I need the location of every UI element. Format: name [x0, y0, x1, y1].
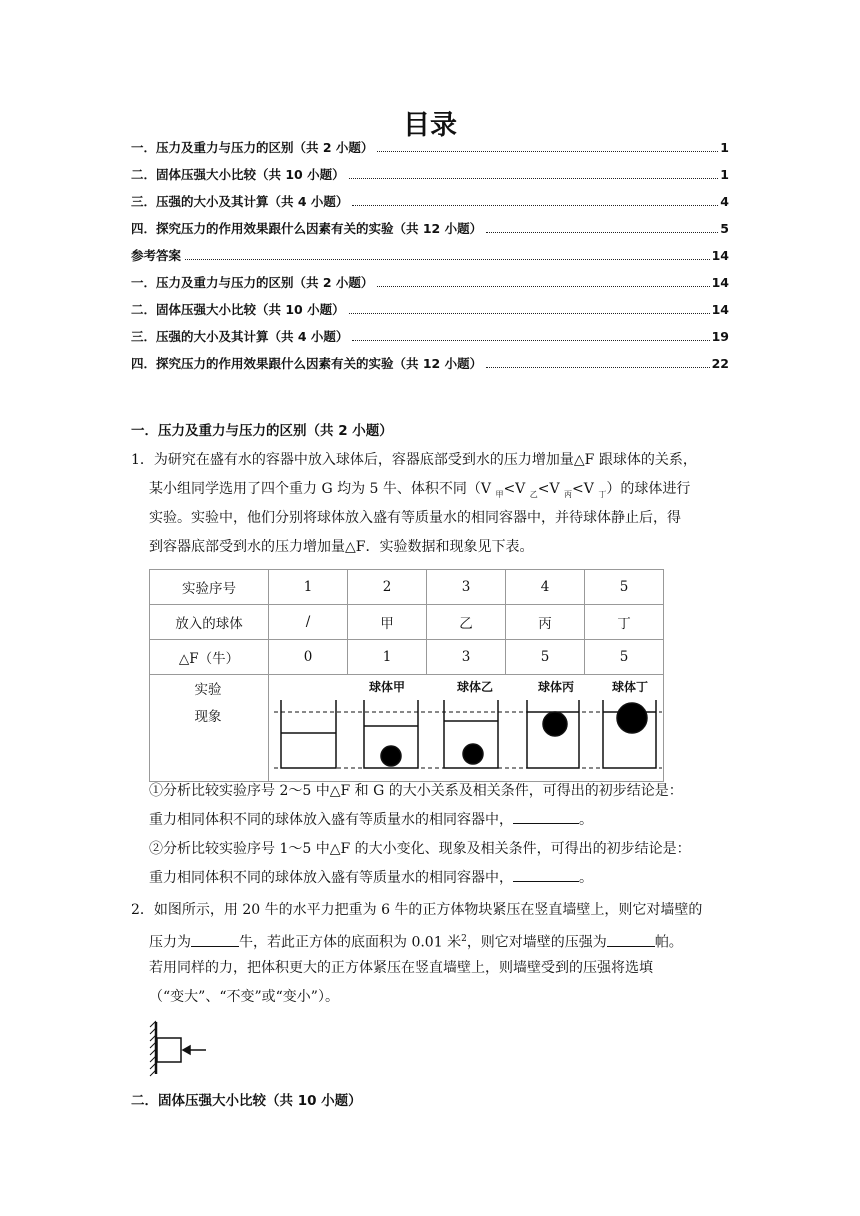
toc-entry[interactable]: [131, 246, 729, 273]
toc-entry[interactable]: [131, 192, 729, 219]
toc-label: 一．压力及重力与压力的区别（共 2 小题）: [131, 275, 374, 290]
toc-leader: [486, 367, 709, 368]
toc-leader: [349, 313, 710, 314]
q1-subquestion-line: [131, 806, 751, 835]
q2-line: 若用同样的力，把体积更大的正方体紧压在竖直墙壁上，则墙壁受到的压强将选填: [149, 960, 653, 976]
q2-text: 压力为: [149, 934, 191, 951]
table-cell: 1: [269, 570, 348, 605]
subscript: 乙: [529, 489, 538, 499]
phenomenon-label-line: 实验: [194, 682, 222, 698]
q1-line: 到容器底部受到水的压力增加量△F．实验数据和现象见下表。: [149, 539, 534, 555]
cup-label: 球体甲: [369, 680, 406, 694]
toc-label: 参考答案: [131, 248, 182, 263]
toc-page: 22: [711, 356, 729, 371]
toc-page: 5: [720, 221, 729, 236]
toc-entry[interactable]: [131, 354, 729, 381]
table-of-contents: [131, 138, 729, 381]
arrow-head: [183, 1046, 190, 1054]
toc-leader: [377, 286, 709, 287]
answer-blank[interactable]: [513, 867, 579, 882]
subscript: 丁: [598, 489, 607, 499]
cube: [157, 1038, 181, 1062]
toc-label: 二．固体压强大小比较（共 10 小题）: [131, 167, 345, 182]
toc-leader: [352, 205, 718, 206]
toc-entry[interactable]: [131, 165, 729, 192]
q1-line: 1．为研究在盛有水的容器中放入球体后，容器底部受到水的压力增加量△F 跟球体的关系，: [131, 452, 697, 468]
page-title: 目录: [403, 110, 457, 141]
toc-entry[interactable]: [131, 138, 729, 165]
table-cell: 甲: [348, 605, 427, 640]
answer-blank[interactable]: [607, 932, 655, 947]
toc-label: 二．固体压强大小比较（共 10 小题）: [131, 302, 345, 317]
subscript: 丙: [564, 489, 573, 499]
q2-line: [131, 925, 751, 954]
table-cell: △F（牛）: [150, 640, 269, 675]
q1-subquestion-line: [131, 864, 751, 893]
toc-leader: [349, 178, 719, 179]
answer-blank[interactable]: [513, 809, 579, 824]
toc-entry[interactable]: [131, 219, 729, 246]
toc-page: 14: [711, 275, 729, 290]
q1-text: <V: [572, 481, 599, 497]
table-cell: 2: [348, 570, 427, 605]
toc-entry[interactable]: [131, 273, 729, 300]
q1-text: 。: [579, 870, 593, 886]
table-cell: 丙: [506, 605, 585, 640]
toc-label: 四．探究压力的作用效果跟什么因素有关的实验（共 12 小题）: [131, 356, 483, 371]
toc-page: 4: [720, 194, 729, 209]
toc-page: 14: [711, 302, 729, 317]
toc-leader: [185, 259, 710, 260]
subscript: 甲: [495, 489, 504, 499]
toc-page: 1: [720, 167, 729, 182]
q2-text: 帕。: [654, 934, 683, 951]
q1-subquestion: ①分析比较实验序号 2～5 中△F 和 G 的大小关系及相关条件，可得出的初步结论是：: [149, 783, 683, 799]
table-cell: 乙: [427, 605, 506, 640]
toc-page: 14: [711, 248, 729, 263]
toc-leader: [486, 232, 718, 233]
table-row: [150, 570, 664, 605]
q1-line: 实验。实验中，他们分别将球体放入盛有等质量水的相同容器中，并待球体静止后，得: [149, 510, 681, 526]
q1-text: 重力相同体积不同的球体放入盛有等质量水的相同容器中，: [149, 812, 513, 828]
cup-label: 球体丙: [538, 680, 575, 694]
toc-page: 1: [720, 140, 729, 155]
q1-line: [131, 475, 741, 504]
cup-label: 球体丁: [612, 680, 649, 694]
q2-text: 牛，若此正方体的底面积为 0.01 米: [239, 934, 462, 951]
table-cell: 放入的球体: [150, 605, 269, 640]
table-cell: 1: [348, 640, 427, 675]
toc-leader: [352, 340, 709, 341]
q2-text: ，则它对墙壁的压强为: [466, 934, 607, 951]
q1-text: ）的球体进行: [606, 481, 691, 497]
q2-line: 2．如图所示，用 20 牛的水平力把重为 6 牛的正方体物块紧压在竖直墙壁上，则它对墙壁的: [131, 902, 703, 918]
phenomenon-label: [149, 673, 267, 731]
q2-line: （“变大”、“不变”或“变小”）。: [149, 989, 339, 1005]
question-1: [131, 446, 741, 562]
table-cell: 4: [506, 570, 585, 605]
phenomenon-label-line: 现象: [194, 709, 222, 725]
cup-label: 球体乙: [457, 680, 494, 694]
table-row: [150, 640, 664, 675]
table-cell: 3: [427, 570, 506, 605]
toc-label: 一．压力及重力与压力的区别（共 2 小题）: [131, 140, 374, 155]
toc-label: 三．压强的大小及其计算（共 4 小题）: [131, 194, 349, 209]
q1-text: 。: [579, 812, 593, 828]
table-cell: /: [269, 605, 348, 640]
table-cell: 5: [506, 640, 585, 675]
toc-leader: [377, 151, 718, 152]
toc-label: 三．压强的大小及其计算（共 4 小题）: [131, 329, 349, 344]
toc-label: 四．探究压力的作用效果跟什么因素有关的实验（共 12 小题）: [131, 221, 483, 236]
superscript: 2: [461, 934, 467, 944]
table-cell: 5: [585, 640, 664, 675]
toc-page: 19: [711, 329, 729, 344]
section-heading: 一．压力及重力与压力的区别（共 2 小题）: [131, 423, 393, 439]
toc-entry[interactable]: [131, 327, 729, 354]
wall-hatching: [150, 1021, 156, 1076]
q1-text: <V: [537, 481, 565, 497]
q1-subquestion: ②分析比较实验序号 1～5 中△F 的大小变化、现象及相关条件，可得出的初步结论是：: [149, 841, 691, 857]
question-1-answers: [131, 777, 751, 893]
table-cell: 实验序号: [150, 570, 269, 605]
table-row: [150, 605, 664, 640]
wall-cube-figure: [150, 1021, 206, 1076]
toc-entry[interactable]: [131, 300, 729, 327]
q1-text: 某小组同学选用了四个重力 G 均为 5 牛、体积不同（V: [149, 481, 496, 497]
table-cell: 3: [427, 640, 506, 675]
answer-blank[interactable]: [191, 932, 239, 947]
q1-text: <V: [503, 481, 530, 497]
table-cell: 0: [269, 640, 348, 675]
question-2: [131, 896, 751, 1012]
table-cell: 丁: [585, 605, 664, 640]
section-heading: 二．固体压强大小比较（共 10 小题）: [131, 1093, 362, 1109]
q1-text: 重力相同体积不同的球体放入盛有等质量水的相同容器中，: [149, 870, 513, 886]
table-cell: 5: [585, 570, 664, 605]
